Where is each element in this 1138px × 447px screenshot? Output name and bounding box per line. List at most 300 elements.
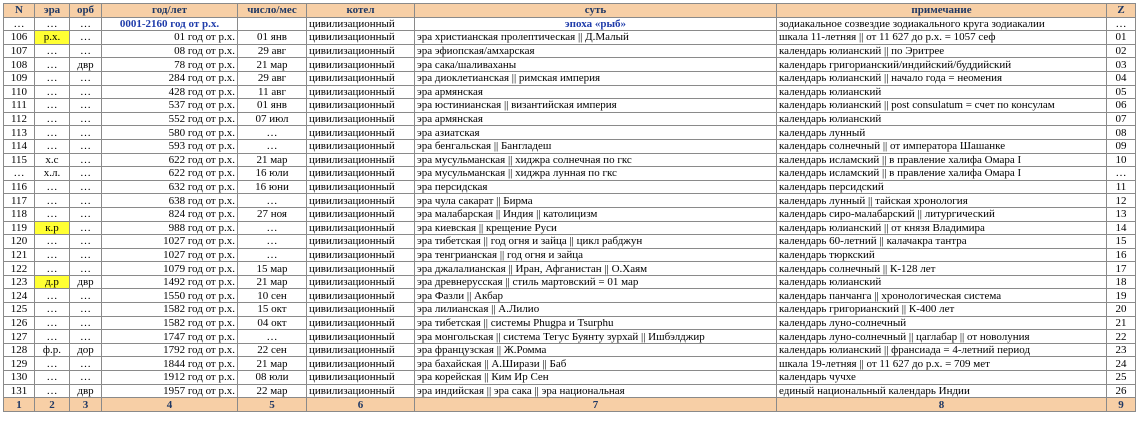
cell-kotel: цивилизационный [307, 99, 415, 113]
cell-year: 428 год от р.х. [102, 85, 238, 99]
table-row [4, 167, 1136, 181]
cell-sut: эра Фазли || Акбар [415, 289, 777, 303]
table-row [4, 221, 1136, 235]
footer-5: 5 [238, 398, 307, 412]
cell-orb: … [70, 17, 102, 31]
cell-orb: … [70, 71, 102, 85]
cell-year: 1027 год от р.х. [102, 235, 238, 249]
cell-n: 121 [4, 248, 35, 262]
cell-date: 29 авг [238, 71, 307, 85]
cell-era: … [35, 248, 70, 262]
cell-sut: эра древнерусская || стиль мартовский = 01 мар [415, 275, 777, 289]
cell-n: 124 [4, 289, 35, 303]
cell-orb: … [70, 316, 102, 330]
table-row [4, 194, 1136, 208]
table-row [4, 384, 1136, 398]
cell-z: 11 [1107, 180, 1136, 194]
cell-era: … [35, 139, 70, 153]
cell-z: 22 [1107, 330, 1136, 344]
cell-era: … [35, 384, 70, 398]
cell-sut: эра французская || Ж.Ромма [415, 343, 777, 357]
cell-era: … [35, 71, 70, 85]
calendar-eras-table [3, 3, 1136, 412]
cell-era: … [35, 207, 70, 221]
cell-kotel: цивилизационный [307, 85, 415, 99]
cell-orb: дор [70, 343, 102, 357]
cell-year: 988 год от р.х. [102, 221, 238, 235]
cell-year: 638 год от р.х. [102, 194, 238, 208]
table-row [4, 139, 1136, 153]
header-orb: орб [70, 4, 102, 18]
cell-note: календарь григорианский || К-400 лет [777, 303, 1107, 317]
cell-kotel: цивилизационный [307, 235, 415, 249]
table-row [4, 330, 1136, 344]
cell-date: 01 янв [238, 99, 307, 113]
cell-kotel: цивилизационный [307, 71, 415, 85]
cell-n: 110 [4, 85, 35, 99]
cell-n: … [4, 17, 35, 31]
cell-sut: эра корейская || Ким Ир Сен [415, 371, 777, 385]
cell-era: … [35, 99, 70, 113]
cell-date: 16 юли [238, 167, 307, 181]
table-row [4, 235, 1136, 249]
table-row [4, 153, 1136, 167]
cell-era: … [35, 235, 70, 249]
cell-z: 02 [1107, 44, 1136, 58]
table-row [4, 44, 1136, 58]
cell-orb: … [70, 139, 102, 153]
cell-date: 21 мар [238, 275, 307, 289]
cell-date: … [238, 235, 307, 249]
cell-z: 04 [1107, 71, 1136, 85]
cell-kotel: цивилизационный [307, 112, 415, 126]
cell-era: р.х. [35, 31, 70, 45]
cell-era: … [35, 303, 70, 317]
cell-sut: эра персидская [415, 180, 777, 194]
cell-year: 622 год от р.х. [102, 167, 238, 181]
cell-kotel: цивилизационный [307, 248, 415, 262]
table-row [4, 126, 1136, 140]
header-kotel: котел [307, 4, 415, 18]
cell-kotel: цивилизационный [307, 44, 415, 58]
cell-sut: эра мусульманская || хиджра лунная по гкс [415, 167, 777, 181]
cell-orb: … [70, 330, 102, 344]
cell-note: календарь сиро-малабарский || литургический [777, 207, 1107, 221]
cell-era: д.р [35, 275, 70, 289]
cell-n: 129 [4, 357, 35, 371]
cell-z: 18 [1107, 275, 1136, 289]
cell-z: 17 [1107, 262, 1136, 276]
table-row [4, 180, 1136, 194]
cell-z: 07 [1107, 112, 1136, 126]
cell-kotel: цивилизационный [307, 303, 415, 317]
cell-sut: эра тибетская || системы Phugpa и Tsurphu [415, 316, 777, 330]
table-row [4, 31, 1136, 45]
cell-n: 113 [4, 126, 35, 140]
cell-kotel: цивилизационный [307, 58, 415, 72]
cell-year: 1027 год от р.х. [102, 248, 238, 262]
cell-orb: … [70, 289, 102, 303]
cell-year: 01 год от р.х. [102, 31, 238, 45]
footer-6: 6 [307, 398, 415, 412]
cell-orb: … [70, 207, 102, 221]
cell-z: 13 [1107, 207, 1136, 221]
cell-year: 1912 год от р.х. [102, 371, 238, 385]
cell-z: 16 [1107, 248, 1136, 262]
cell-kotel: цивилизационный [307, 153, 415, 167]
table-row [4, 303, 1136, 317]
cell-orb: … [70, 112, 102, 126]
table-row [4, 99, 1136, 113]
cell-z: 20 [1107, 303, 1136, 317]
cell-era: … [35, 316, 70, 330]
cell-kotel: цивилизационный [307, 371, 415, 385]
cell-n: 130 [4, 371, 35, 385]
header-sut: суть [415, 4, 777, 18]
footer-1: 1 [4, 398, 35, 412]
cell-sut: эра киевская || крещение Руси [415, 221, 777, 235]
cell-orb: … [70, 180, 102, 194]
cell-era: х.с [35, 153, 70, 167]
footer-9: 9 [1107, 398, 1136, 412]
cell-z: 21 [1107, 316, 1136, 330]
cell-year: 284 год от р.х. [102, 71, 238, 85]
cell-note: календарь юлианский || от князя Владимира [777, 221, 1107, 235]
cell-kotel: цивилизационный [307, 343, 415, 357]
cell-date: … [238, 248, 307, 262]
cell-orb: … [70, 194, 102, 208]
cell-orb: … [70, 248, 102, 262]
cell-sut: эра диоклетианская || римская империя [415, 71, 777, 85]
cell-note: единый национальный календарь Индии [777, 384, 1107, 398]
table-row [4, 275, 1136, 289]
cell-note: календарь исламский || в правление халифа Омара I [777, 167, 1107, 181]
header-row [4, 4, 1136, 18]
cell-era: … [35, 371, 70, 385]
cell-note: календарь юлианский [777, 112, 1107, 126]
cell-orb: … [70, 153, 102, 167]
cell-kotel: цивилизационный [307, 207, 415, 221]
cell-n: 118 [4, 207, 35, 221]
table-row [4, 343, 1136, 357]
cell-sut: эра монгольская || система Тегус Буянту зурхай || Ишбэлджир [415, 330, 777, 344]
cell-year: 1844 год от р.х. [102, 357, 238, 371]
cell-date: 22 мар [238, 384, 307, 398]
cell-year: 552 год от р.х. [102, 112, 238, 126]
cell-orb: … [70, 85, 102, 99]
cell-year: 580 год от р.х. [102, 126, 238, 140]
header-z: Z [1107, 4, 1136, 18]
cell-n: 120 [4, 235, 35, 249]
cell-date: 21 мар [238, 153, 307, 167]
footer-2: 2 [35, 398, 70, 412]
cell-n: 108 [4, 58, 35, 72]
table-row [4, 71, 1136, 85]
cell-z: 24 [1107, 357, 1136, 371]
cell-year: 78 год от р.х. [102, 58, 238, 72]
cell-note: календарь юлианский || франсиада = 4-летний период [777, 343, 1107, 357]
cell-orb: … [70, 235, 102, 249]
cell-sut: эпоха «рыб» [415, 17, 777, 31]
cell-year: 593 год от р.х. [102, 139, 238, 153]
cell-z: 01 [1107, 31, 1136, 45]
cell-kotel: цивилизационный [307, 262, 415, 276]
cell-n: 115 [4, 153, 35, 167]
cell-note: календарь солнечный || К-128 лет [777, 262, 1107, 276]
cell-sut: эра тенгрианская || год огня и зайца [415, 248, 777, 262]
cell-sut: эра чула сакарат || Бирма [415, 194, 777, 208]
cell-n: 117 [4, 194, 35, 208]
cell-year: 08 год от р.х. [102, 44, 238, 58]
cell-z: 19 [1107, 289, 1136, 303]
cell-n: 107 [4, 44, 35, 58]
cell-n: 106 [4, 31, 35, 45]
cell-note: календарь лунный || тайская хронология [777, 194, 1107, 208]
cell-n: 123 [4, 275, 35, 289]
cell-z: 25 [1107, 371, 1136, 385]
cell-n: 126 [4, 316, 35, 330]
cell-sut: эра армянская [415, 85, 777, 99]
cell-kotel: цивилизационный [307, 275, 415, 289]
header-date: число/мес [238, 4, 307, 18]
header-era: эра [35, 4, 70, 18]
cell-note: шкала 11-летняя || от 11 627 до р.х. = 1057 сеф [777, 31, 1107, 45]
cell-era: … [35, 17, 70, 31]
cell-note: календарь луно-солнечный [777, 316, 1107, 330]
cell-year: 537 год от р.х. [102, 99, 238, 113]
cell-note: календарь 60-летний || калачакра тантра [777, 235, 1107, 249]
cell-n: 131 [4, 384, 35, 398]
cell-sut: эра тибетская || год огня и зайца || цикл рабджун [415, 235, 777, 249]
footer-3: 3 [70, 398, 102, 412]
cell-z: 09 [1107, 139, 1136, 153]
cell-date: 16 юни [238, 180, 307, 194]
table-row [4, 207, 1136, 221]
cell-note: календарь солнечный || от императора Шашанке [777, 139, 1107, 153]
cell-n: 114 [4, 139, 35, 153]
cell-z: 10 [1107, 153, 1136, 167]
cell-kotel: цивилизационный [307, 17, 415, 31]
header-n: N [4, 4, 35, 18]
cell-kotel: цивилизационный [307, 384, 415, 398]
cell-date: 07 июл [238, 112, 307, 126]
cell-n: 127 [4, 330, 35, 344]
cell-sut: эра юстинианская || византийская империя [415, 99, 777, 113]
cell-z: … [1107, 167, 1136, 181]
cell-date: 08 юли [238, 371, 307, 385]
cell-kotel: цивилизационный [307, 316, 415, 330]
cell-n: 116 [4, 180, 35, 194]
cell-note: календарь юлианский [777, 275, 1107, 289]
cell-note: календарь григорианский/индийский/буддийский [777, 58, 1107, 72]
cell-era: … [35, 85, 70, 99]
cell-era: к.р [35, 221, 70, 235]
cell-year: 1582 год от р.х. [102, 303, 238, 317]
cell-kotel: цивилизационный [307, 167, 415, 181]
footer-7: 7 [415, 398, 777, 412]
cell-date: … [238, 139, 307, 153]
table-row [4, 289, 1136, 303]
cell-orb: … [70, 262, 102, 276]
cell-date: … [238, 194, 307, 208]
cell-z: 14 [1107, 221, 1136, 235]
cell-orb: … [70, 221, 102, 235]
cell-n: … [4, 167, 35, 181]
cell-sut: эра мусульманская || хиджра солнечная по гкс [415, 153, 777, 167]
table-row [4, 371, 1136, 385]
cell-year: 1079 год от р.х. [102, 262, 238, 276]
cell-date: 10 сен [238, 289, 307, 303]
cell-note: календарь тюркский [777, 248, 1107, 262]
cell-z: 26 [1107, 384, 1136, 398]
cell-orb: … [70, 44, 102, 58]
table-row [4, 248, 1136, 262]
cell-era: … [35, 330, 70, 344]
header-note: примечание [777, 4, 1107, 18]
cell-n: 112 [4, 112, 35, 126]
cell-sut: эра бенгальская || Бангладеш [415, 139, 777, 153]
cell-z: 06 [1107, 99, 1136, 113]
cell-sut: эра индийская || эра сака || эра национальная [415, 384, 777, 398]
table-row [4, 357, 1136, 371]
cell-n: 111 [4, 99, 35, 113]
cell-note: календарь луно-солнечный || цаглабар || от новолуния [777, 330, 1107, 344]
cell-sut: эра бахайская || А.Ширази || Баб [415, 357, 777, 371]
table-row [4, 58, 1136, 72]
cell-date: 15 окт [238, 303, 307, 317]
cell-kotel: цивилизационный [307, 180, 415, 194]
cell-note: календарь юлианский [777, 85, 1107, 99]
cell-era: … [35, 126, 70, 140]
cell-era: х.л. [35, 167, 70, 181]
cell-year: 622 год от р.х. [102, 153, 238, 167]
cell-z: 12 [1107, 194, 1136, 208]
cell-date: 21 мар [238, 58, 307, 72]
table-row [4, 112, 1136, 126]
cell-orb: … [70, 357, 102, 371]
table-row [4, 316, 1136, 330]
cell-year: 1792 год от р.х. [102, 343, 238, 357]
cell-date: 01 янв [238, 31, 307, 45]
cell-date [238, 17, 307, 31]
table-row [4, 85, 1136, 99]
cell-year: 1957 год от р.х. [102, 384, 238, 398]
cell-era: … [35, 44, 70, 58]
cell-note: календарь чучхе [777, 371, 1107, 385]
cell-year: 0001-2160 год от р.х. [102, 17, 238, 31]
cell-era: … [35, 194, 70, 208]
cell-sut: эра армянская [415, 112, 777, 126]
cell-year: 632 год от р.х. [102, 180, 238, 194]
cell-date: … [238, 126, 307, 140]
cell-date: … [238, 330, 307, 344]
cell-era: … [35, 357, 70, 371]
cell-note: зодиакальное созвездие зодиакального круга зодиакалии [777, 17, 1107, 31]
cell-sut: эра христианская пролептическая || Д.Малый [415, 31, 777, 45]
footer-8: 8 [777, 398, 1107, 412]
cell-n: 109 [4, 71, 35, 85]
cell-sut: эра малабарская || Индия || католицизм [415, 207, 777, 221]
cell-sut: эра эфиопская/амхарская [415, 44, 777, 58]
cell-kotel: цивилизационный [307, 31, 415, 45]
cell-z: 05 [1107, 85, 1136, 99]
cell-note: календарь юлианский || начало года = неомения [777, 71, 1107, 85]
cell-year: 1747 год от р.х. [102, 330, 238, 344]
cell-orb: двр [70, 384, 102, 398]
cell-z: 08 [1107, 126, 1136, 140]
cell-date: 29 авг [238, 44, 307, 58]
cell-sut: эра джалалианская || Иран, Афганистан || О.Хаям [415, 262, 777, 276]
cell-date: 11 авг [238, 85, 307, 99]
cell-orb: … [70, 99, 102, 113]
cell-n: 128 [4, 343, 35, 357]
cell-year: 824 год от р.х. [102, 207, 238, 221]
cell-kotel: цивилизационный [307, 126, 415, 140]
cell-kotel: цивилизационный [307, 221, 415, 235]
cell-orb: двр [70, 58, 102, 72]
cell-kotel: цивилизационный [307, 194, 415, 208]
cell-era: … [35, 289, 70, 303]
cell-z: 23 [1107, 343, 1136, 357]
cell-z: … [1107, 17, 1136, 31]
cell-orb: двр [70, 275, 102, 289]
cell-n: 119 [4, 221, 35, 235]
cell-date: 27 ноя [238, 207, 307, 221]
cell-era: … [35, 262, 70, 276]
cell-n: 122 [4, 262, 35, 276]
cell-note: календарь исламский || в правление халифа Омара I [777, 153, 1107, 167]
cell-era: ф.р. [35, 343, 70, 357]
cell-kotel: цивилизационный [307, 330, 415, 344]
cell-date: 22 сен [238, 343, 307, 357]
cell-year: 1582 год от р.х. [102, 316, 238, 330]
cell-date: 04 окт [238, 316, 307, 330]
footer-row [4, 398, 1136, 412]
cell-year: 1550 год от р.х. [102, 289, 238, 303]
cell-sut: эра азиатская [415, 126, 777, 140]
intro-row [4, 17, 1136, 31]
cell-note: календарь юлианский || post consulatum = счет по консулам [777, 99, 1107, 113]
cell-kotel: цивилизационный [307, 357, 415, 371]
cell-date: 21 мар [238, 357, 307, 371]
cell-sut: эра лилианская || А.Лилио [415, 303, 777, 317]
cell-orb: … [70, 126, 102, 140]
cell-date: 15 мар [238, 262, 307, 276]
cell-kotel: цивилизационный [307, 289, 415, 303]
cell-note: календарь юлианский || по Эритрее [777, 44, 1107, 58]
cell-n: 125 [4, 303, 35, 317]
cell-orb: … [70, 31, 102, 45]
cell-kotel: цивилизационный [307, 139, 415, 153]
footer-4: 4 [102, 398, 238, 412]
cell-note: шкала 19-летняя || от 11 627 до р.х. = 709 мет [777, 357, 1107, 371]
cell-orb: … [70, 303, 102, 317]
cell-note: календарь панчанга || хронологическая система [777, 289, 1107, 303]
cell-date: … [238, 221, 307, 235]
cell-orb: … [70, 371, 102, 385]
cell-note: календарь лунный [777, 126, 1107, 140]
cell-note: календарь персидский [777, 180, 1107, 194]
cell-year: 1492 год от р.х. [102, 275, 238, 289]
table-row [4, 262, 1136, 276]
cell-orb: … [70, 167, 102, 181]
cell-era: … [35, 58, 70, 72]
cell-era: … [35, 112, 70, 126]
cell-sut: эра сака/шаливаханы [415, 58, 777, 72]
cell-era: … [35, 180, 70, 194]
cell-z: 03 [1107, 58, 1136, 72]
header-year: год/лет [102, 4, 238, 18]
